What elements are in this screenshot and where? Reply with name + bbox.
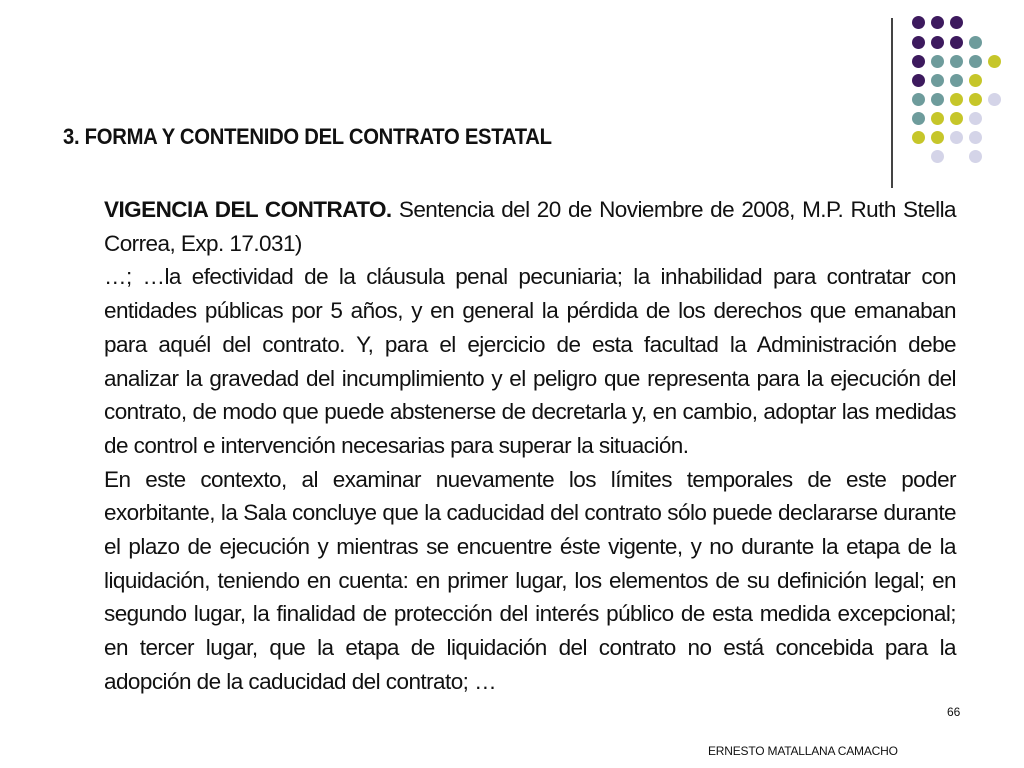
- decorative-dot: [969, 131, 982, 144]
- decorative-dot: [969, 36, 982, 49]
- paragraph-citation: Sentencia del 20 de Noviembre de 2008, M.P. Ruth Stella Correa, Exp. 17.031): [104, 197, 956, 256]
- decorative-dot: [969, 93, 982, 106]
- paragraph-heading: VIGENCIA DEL CONTRATO.: [104, 197, 392, 222]
- footer-author: ERNESTO MATALLANA CAMACHO: [708, 744, 898, 758]
- decorative-dot: [931, 131, 944, 144]
- decorative-vertical-line: [891, 18, 893, 188]
- decorative-dot: [950, 16, 963, 29]
- page-number: 66: [947, 705, 961, 719]
- decorative-dot: [950, 74, 963, 87]
- decorative-dot: [969, 150, 982, 163]
- decorative-dot: [969, 74, 982, 87]
- decorative-dot: [950, 55, 963, 68]
- decorative-dot: [988, 93, 1001, 106]
- decorative-dot: [950, 112, 963, 125]
- decorative-dot: [931, 112, 944, 125]
- slide-body: [104, 193, 956, 699]
- slide-title: 3. FORMA Y CONTENIDO DEL CONTRATO ESTATAL: [63, 124, 552, 149]
- paragraph-clausula: …; …la efectividad de la cláusula penal pecuniaria; la inhabilidad para contratar con entidades públicas por 5 años, y en general la pérdida de los derechos que emanaban para aquél del contrato. Y, para el ejercicio de esta facultad la Administración debe analizar la gravedad del incumplimiento y el peligro que representa para la ejecución del contrato, de modo que puede abstenerse de decretarla y, en cambio, adoptar las medidas de control e intervención necesarias para superar la situación.: [104, 264, 956, 458]
- decorative-dot: [912, 36, 925, 49]
- decorative-dot: [912, 112, 925, 125]
- decorative-dot: [931, 16, 944, 29]
- decorative-dot: [912, 93, 925, 106]
- decorative-dot: [912, 74, 925, 87]
- decorative-dot: [912, 55, 925, 68]
- paragraph-vigencia: [104, 193, 956, 260]
- decorative-dot: [931, 55, 944, 68]
- paragraph-contexto: En este contexto, al examinar nuevamente los límites temporales de este poder exorbitante, la Sala concluye que la caducidad del contrato sólo puede declararse durante el plazo de ejecución y mientras se encuentre éste vigente, y no durante la etapa de la liquidación, teniendo en cuenta: en primer lugar, los elementos de su definición legal; en segundo lugar, la finalidad de protección del interés público de esta medida excepcional; en tercer lugar, que la etapa de liquidación del contrato no está concebida para la adopción de la caducidad del contrato; …: [104, 466, 956, 694]
- decorative-dot: [912, 16, 925, 29]
- decorative-dot: [912, 131, 925, 144]
- decorative-dot: [931, 74, 944, 87]
- decorative-dot: [931, 150, 944, 163]
- decorative-dot: [950, 131, 963, 144]
- decorative-dot: [969, 55, 982, 68]
- decorative-dot: [969, 112, 982, 125]
- decorative-dot: [950, 36, 963, 49]
- decorative-dot: [950, 93, 963, 106]
- decorative-dot: [931, 93, 944, 106]
- decorative-dot: [988, 55, 1001, 68]
- decorative-dot: [931, 36, 944, 49]
